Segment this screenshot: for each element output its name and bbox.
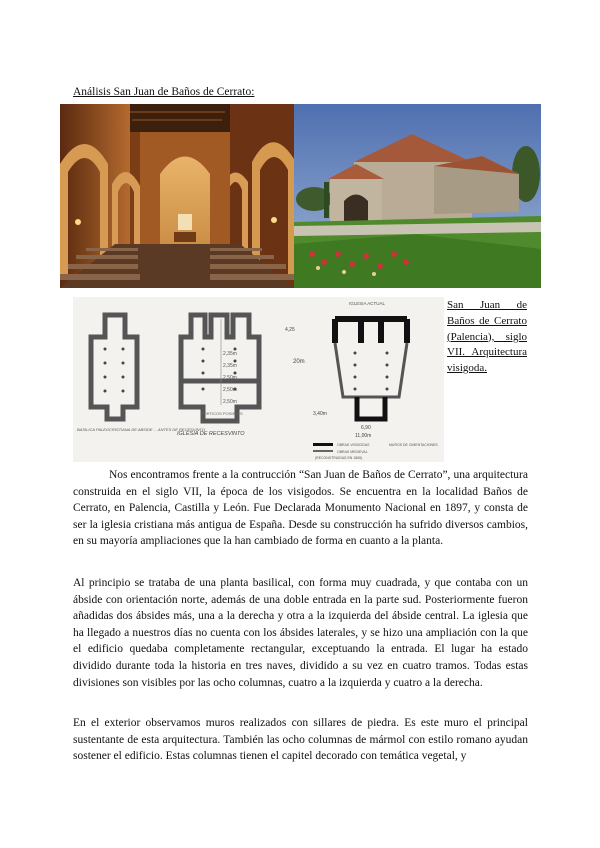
plan-label-right: IGLESIA ACTUAL (349, 301, 386, 306)
plan-legend-1: OBRAS MEDIEVAL (337, 450, 368, 454)
plan-dim-4: 2,50m (223, 387, 237, 393)
plan-legend-3: MUROS DE CIMENTACIONES (389, 443, 438, 447)
plan-dim-2: 2,35m (223, 363, 237, 369)
church-interior-photo (60, 104, 294, 288)
floor-plan-drawing (73, 297, 444, 462)
paragraph-1: Nos encontramos frente a la contrucción “San Juan de Baños de Cerrato”, una arquitectura construida en el siglo VII, la época de los visigodos. Se encuentra en la localidad Baños de Cerrato, en Palencia, Castilla y León. Fue Declarada Monumento Nacional en 1897, y consta de ser la iglesia cristiana más antigua de España. Desde su construcción ha sufrido diversos cambios, en su mayoría ampliaciones que la han cambiado de forma en cuanto a la planta. (73, 469, 528, 548)
plan-dim-8: 6,90 (361, 425, 371, 431)
plan-dim-6: 20m (293, 359, 305, 365)
plan-dim-9: 11,00m (355, 433, 372, 439)
plan-dim-1: 2,35m (223, 351, 237, 357)
plan-dim-7: 3,40m (313, 411, 327, 417)
paragraph-2: Al principio se trataba de una planta basilical, con forma muy cuadrada, y que contaba con un ábside con orientación norte, además de una doble entrada en la parte sud. Posteriormente fueron añadidas dos ábsides más, una a la derecha y otra a la izquierda del ábside central. La iglesia que ha llegado a nuestros días no cuenta con los ábsides laterales, y se hizo una ampliación con la que el edificio quedaba completamente rectangular, exceptuando la entrada. El lugar ha estado dividido durante toda la historia en tres naves, dividido a su vez en cuatro tramos. Todas estas divisiones son visibles por las ocho columnas, cuatro a la izquierda y cuatro a la derecha. (73, 577, 528, 689)
paragraph-3: En el exterior observamos muros realizados con sillares de piedra. Es este muro el principal sustentante de esta arquitectura. También las ocho columnas de mármol con estilo romano ayudan sostener el edificio. Estas columnas tienen el capitel decorado con temática vegetal, y (73, 717, 528, 763)
plan-legend-0: OBRAS VISIGODAS (337, 443, 370, 447)
plan-dim-5: 2,50m (223, 399, 237, 405)
plan-label-left: BASILICA PALEOCRISTIANA DE ABSIDE ... ANTES DE RECESVINTO (77, 427, 205, 432)
document-title: Análisis San Juan de Baños de Cerrato: (73, 86, 255, 98)
plan-dim-0: 4,25 (285, 327, 295, 333)
church-exterior-photo (294, 104, 541, 288)
plan-legend-2: (RECONSTRUIDAS EN 1865) (315, 456, 363, 460)
plan-porch-label: PORTICOS POSIBLES (201, 411, 243, 416)
plan-dim-3: 2,50m (223, 375, 237, 381)
plan-label-middle: IGLESIA DE RECESVINTO (177, 431, 245, 437)
figure-caption: San Juan de Baños de Cerrato (Palencia), siglo VII. Arquitectura visigoda. (447, 299, 527, 375)
